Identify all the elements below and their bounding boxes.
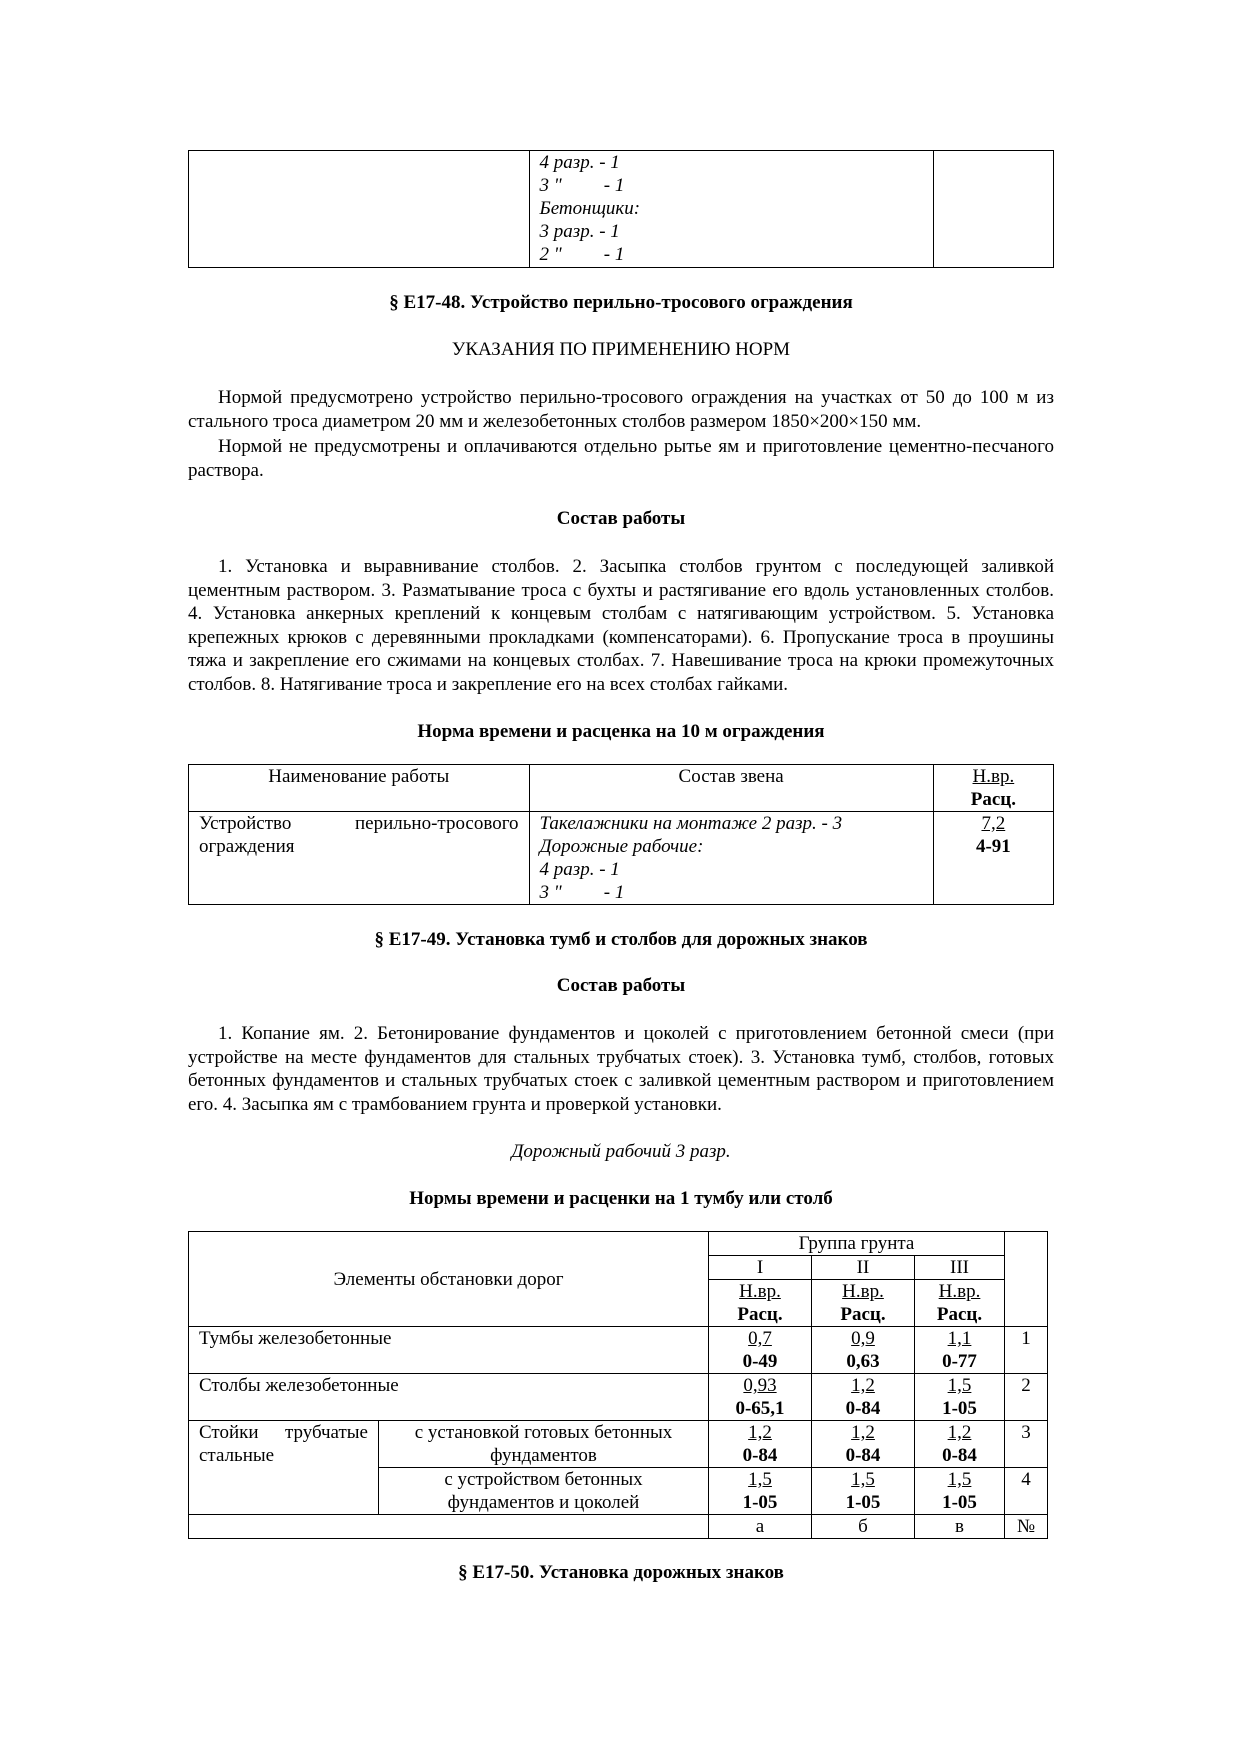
header-elements: Элементы обстановки дорог <box>189 1232 709 1327</box>
row-number: 4 <box>1005 1468 1048 1515</box>
guidelines-heading: УКАЗАНИЯ ПО ПРИМЕНЕНИЮ НОРМ <box>451 339 791 360</box>
paragraph-scope: Нормой предусмотрено устройство перильно-тросового ограждения на участках от 50 до 100 м из стального троса диаметром 20 мм и железобетонных столбов размером 1850×200×150 мм. <box>188 387 1054 432</box>
crew-composition-cell: Такелажники на монтаже 2 разр. - 3 Дорожные рабочие: 4 разр. - 1 3 " - 1 <box>529 812 933 905</box>
table-row: Столбы железобетонные 0,93 0-65,1 1,2 0-84 1,5 1-05 2 <box>189 1374 1048 1421</box>
element-subtype: с установкой готовых бетонных фундаментов <box>379 1421 709 1468</box>
crew-cell: 4 разр. - 1 3 " - 1 Бетонщики: 3 разр. - 1 2 " - 1 <box>529 151 933 268</box>
row-number: 3 <box>1005 1421 1048 1468</box>
top-continuation-table <box>188 150 1054 268</box>
table-row: Тумбы железобетонные 0,7 0-49 0,9 0,63 1,1 0-77 1 <box>189 1327 1048 1374</box>
header-work-name: Наименование работы <box>189 765 530 812</box>
header-group-2: II <box>812 1256 915 1280</box>
work-name-cell: Устройство перильно-тросового ограждения <box>189 812 530 905</box>
norm-value-cell: 7,2 4-91 <box>933 812 1053 905</box>
document-page <box>188 150 1054 1585</box>
row-number: 2 <box>1005 1374 1048 1421</box>
row-number: 1 <box>1005 1327 1048 1374</box>
work-composition-text: 1. Установка и выравнивание столбов. 2. Засыпка столбов грунтом с последующей заливкой цементным раствором. 3. Разматывание троса с бухты и растягивание его вдоль установленных столбов. 4. Установка анкерных креплений к концевым столбам с натягивающим устройством. 5. Установка крепежных крюков с деревянными прокладками (компенсаторами). 6. Пропускание троса в проушины тяжа и закрепление его сжимами на концевых столбах. 7. Навешивание троса на крюки промежуточных столбов. 8. Натягивание троса и закрепление его на всех столбах гайками. <box>188 556 1054 695</box>
element-name: Стойки трубчатые стальные <box>189 1421 379 1515</box>
header-norm: Н.вр. Расц. <box>933 765 1053 812</box>
element-name: Тумбы железобетонные <box>189 1327 709 1374</box>
element-subtype: с устройством бетонных фундаментов и цоколей <box>379 1468 709 1515</box>
header-soil-group: Группа грунта <box>709 1232 1005 1256</box>
work-composition-text-2: 1. Копание ям. 2. Бетонирование фундаментов и цоколей с приготовлением бетонной смеси (при устройстве на месте фундаментов для стальных трубчатых стоек). 3. Установка тумб, столбов, готовых бетонных фундаментов и стальных трубчатых стоек с заливкой цементным раствором и приготовлением его. 4. Засыпка ям с трамбованием грунта и проверкой установки. <box>188 1023 1054 1115</box>
work-composition-heading: Состав работы <box>556 508 686 529</box>
table-row <box>189 812 1054 905</box>
norm-heading-e17-48: Норма времени и расценка на 10 м ограждения <box>417 721 825 742</box>
header-crew: Состав звена <box>529 765 933 812</box>
header-group-1: I <box>709 1256 812 1280</box>
table-footer-row: а б в № <box>189 1515 1048 1539</box>
table-row: с устройством бетонных фундаментов и цоколей 1,5 1-05 1,5 1-05 1,5 1-05 4 <box>189 1468 1048 1515</box>
section-title-e17-50: § Е17-50. Установка дорожных знаков <box>458 1562 784 1583</box>
norm-heading-e17-49: Нормы времени и расценки на 1 тумбу или столб <box>409 1188 833 1209</box>
paragraph-exclusions: Нормой не предусмотрены и оплачиваются отдельно рытье ям и приготовление цементно-песчаного раствора. <box>188 436 1054 481</box>
section-title-e17-48: § Е17-48. Устройство перильно-тросового ограждения <box>389 292 853 313</box>
table-row: Стойки трубчатые стальные с установкой готовых бетонных фундаментов 1,2 0-84 1,2 0-84 1,2 0-84 3 <box>189 1421 1048 1468</box>
norm-table-e17-49: Элементы обстановки дорог Группа грунта I II III Н.вр. Расц. Н.вр. Расц. Н.вр. Расц. Тумбы железобетонные 0,7 0-49 0,9 0,63 1,1 0-77 1 Столбы железобетонные 0,93 0-65,1 1,2 0-84 1,5 1-05 2 Стойки трубчатые стальные с установкой готовых бетонных фундаментов 1,2 0-84 1,2 0-84 1,2 0-84 3 с устройством бетонных фундаментов и цоколей 1,5 1-05 1,5 1-05 1,5 1-05 4 а б в № <box>188 1231 1048 1539</box>
work-composition-heading-2: Состав работы <box>556 975 686 996</box>
header-group-3: III <box>915 1256 1005 1280</box>
element-name: Столбы железобетонные <box>189 1374 709 1421</box>
section-title-e17-49: § Е17-49. Установка тумб и столбов для дорожных знаков <box>374 929 868 950</box>
worker-grade: Дорожный рабочий 3 разр. <box>511 1141 731 1162</box>
norm-table-e17-48 <box>188 764 1054 905</box>
